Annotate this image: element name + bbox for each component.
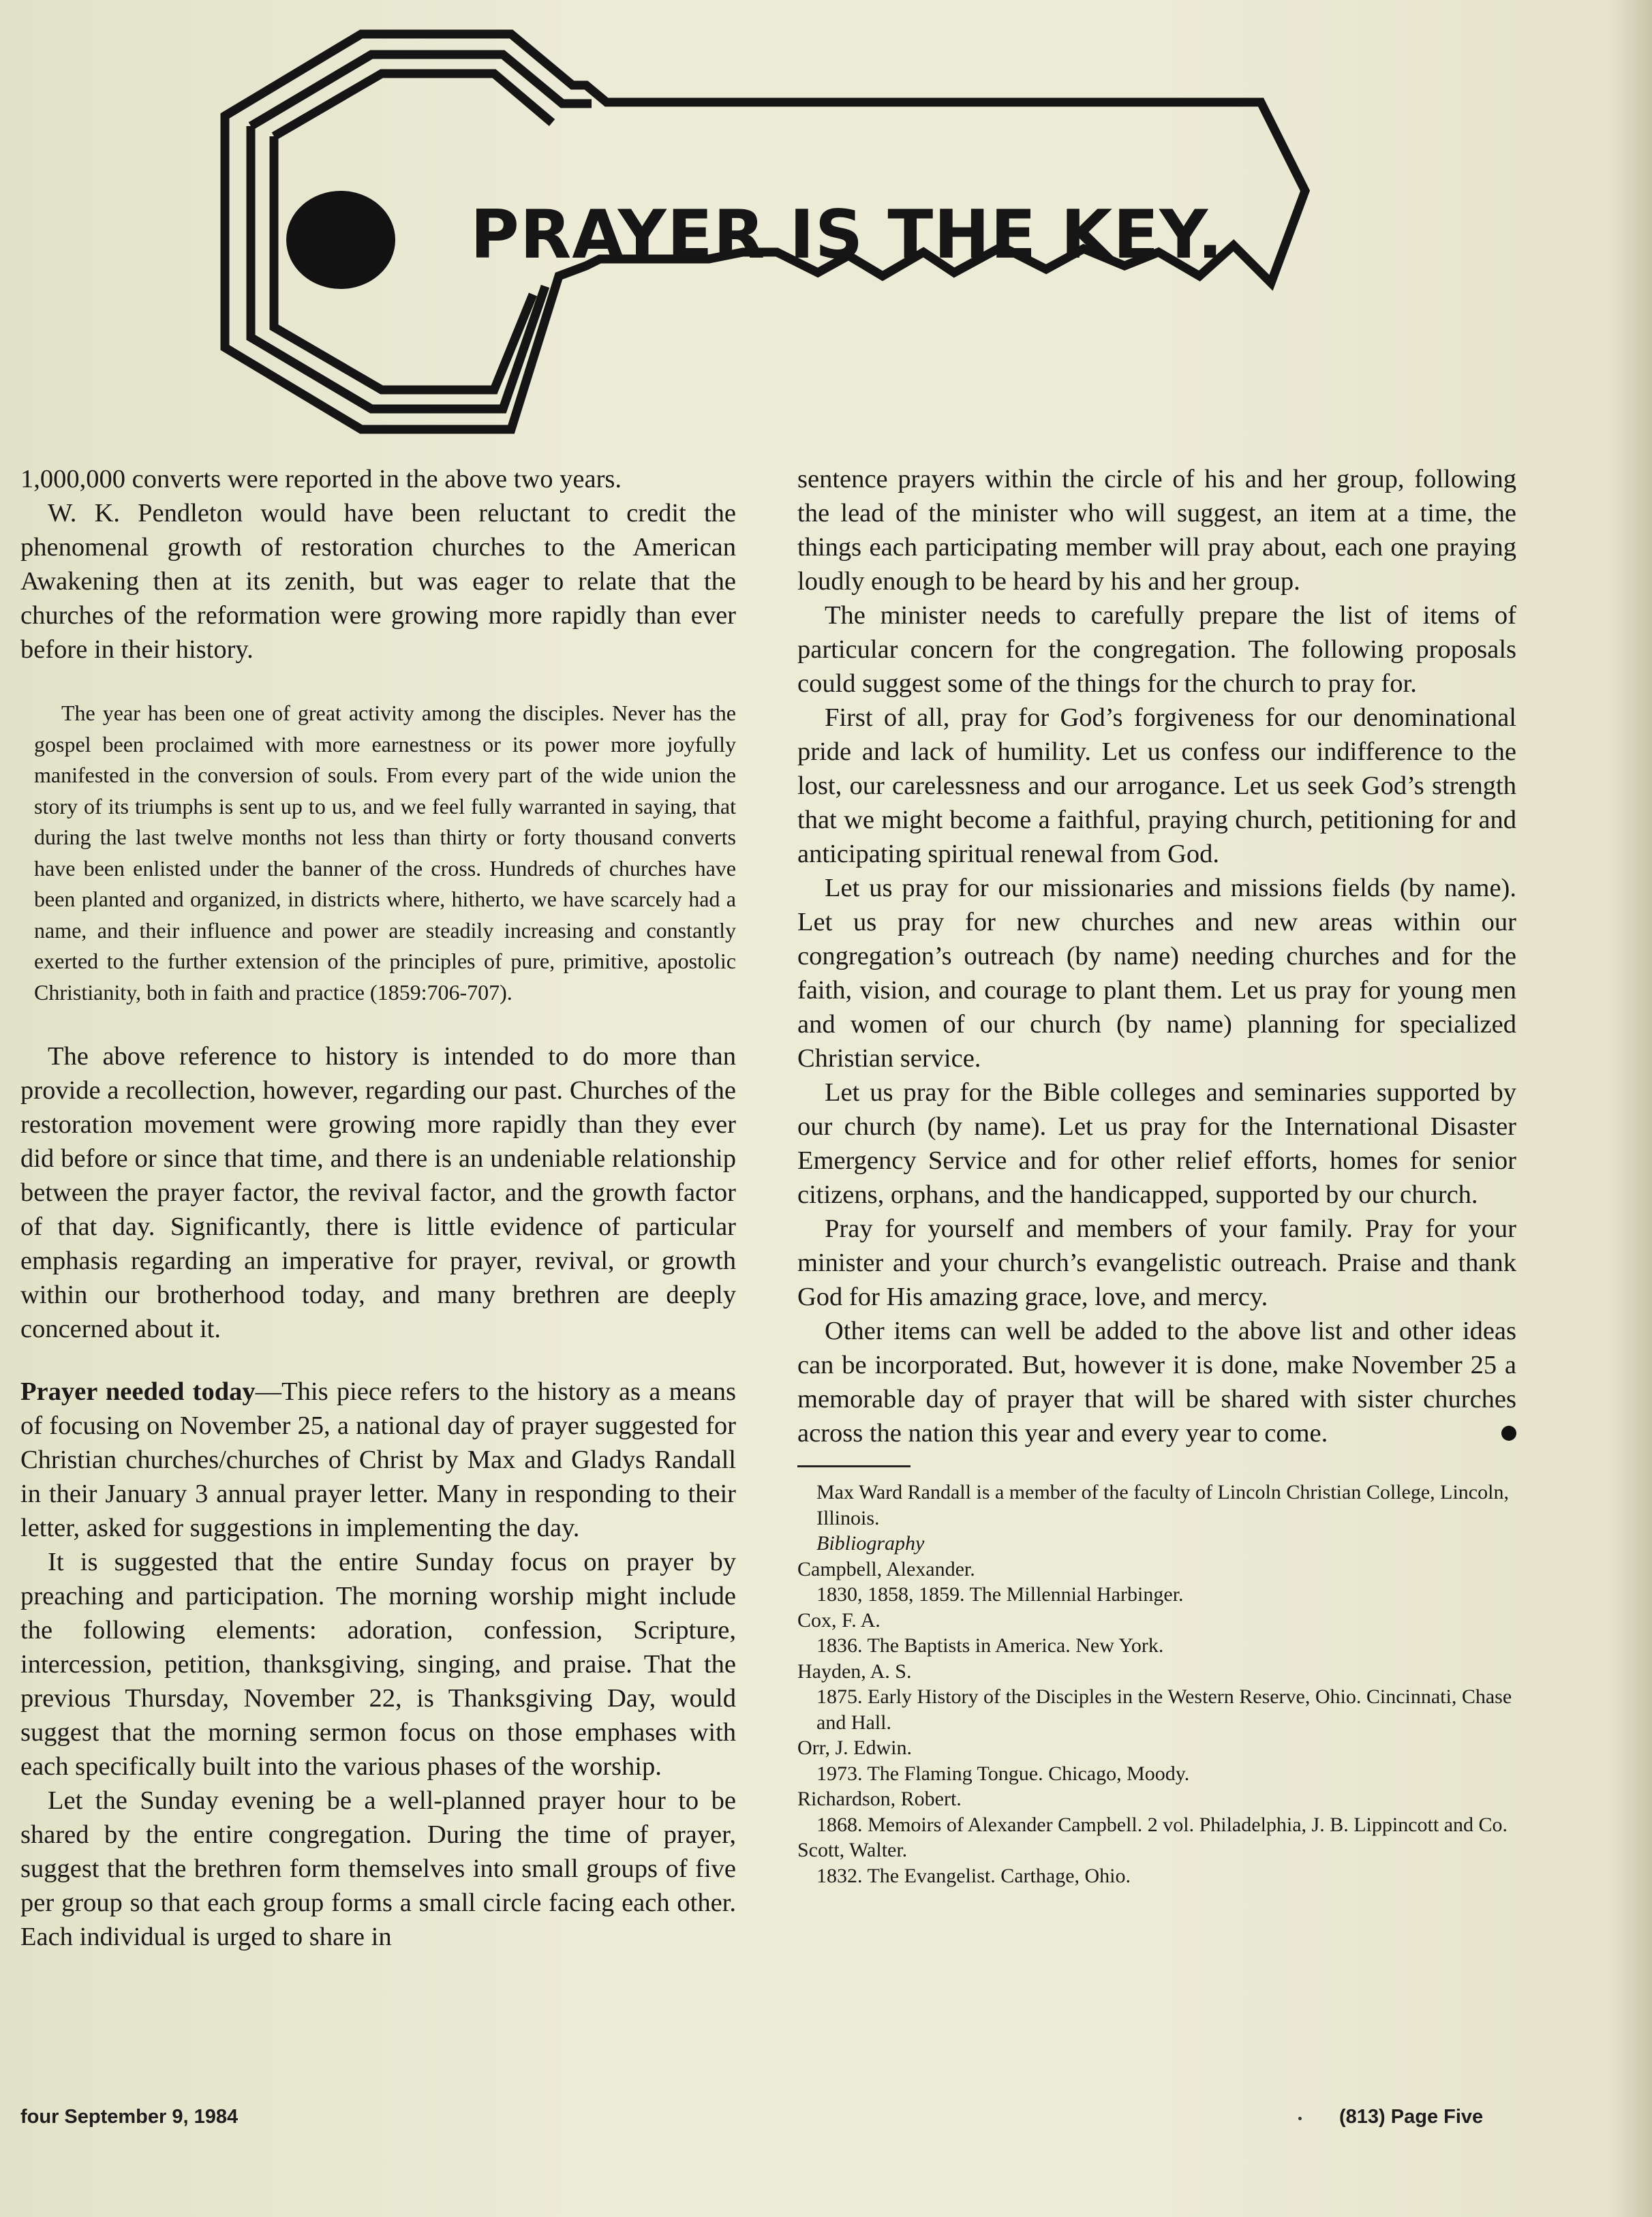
- paragraph: [797, 1314, 1516, 1450]
- paragraph-text: Other items can well be added to the above list and other ideas can be incorporated. But, however it is done, make November 25 a memorable day of prayer that will be shared with sister churches across the nation this year and every year to come.: [797, 1317, 1516, 1448]
- paragraph: [20, 1375, 736, 1545]
- bibliography-heading: Bibliography: [816, 1532, 925, 1555]
- paragraph: The above reference to history is intended to do more than provide a recollection, however, regarding our past. Churches of the restoration movement were growing more rapidly than they ever did before or since that time, and there is an undeniable relationship between the prayer factor, the revival factor, and the growth factor of that day. Significantly, there is little evidence of particular emphasis regarding an imperative for prayer, revival, or growth within our brotherhood today, and many brethren are deeply concerned about it.: [20, 1042, 736, 1343]
- paragraph-text: —This piece refers to the history as a means of focusing on November 25, a national day of prayer suggested for Christian churches/churches of Christ by Max and Gladys Randall in their January 3 annual prayer letter. Many in responding to their letter, asked for suggestions in implementing the day.: [20, 1377, 736, 1542]
- bib-author: Hayden, A. S.: [797, 1660, 912, 1683]
- paragraph: Let the Sunday evening be a well-planned prayer hour to be shared by the entire congregation. During the time of prayer, suggest that the brethren form themselves into small groups of five per group so that each group forms a small circle facing each other. Each individual is urged to share in: [20, 1786, 736, 1951]
- bib-work: 1836. The Baptists in America. New York.: [816, 1634, 1164, 1657]
- paragraph: Let us pray for our missionaries and missions fields (by name). Let us pray for new churches and new areas within our congregation’s outreach (by name) needing churches and for the faith, vision, and courage to plant them. Let us pray for young men and women of our church (by name) planning for specialized Christian service.: [797, 874, 1516, 1073]
- paragraph: W. K. Pendleton would have been reluctant to credit the phenomenal growth of restoration churches to the American Awakening then at its zenith, but was eager to relate that the churches of the reformation were growing more rapidly than ever before in their history.: [20, 499, 736, 664]
- end-mark-icon: [1501, 1426, 1516, 1441]
- bib-author: Scott, Walter.: [797, 1839, 908, 1861]
- bib-author: Campbell, Alexander.: [797, 1557, 975, 1580]
- footer-page-number: (813) Page Five: [1339, 2106, 1484, 2128]
- footer-issue-date: four September 9, 1984: [20, 2106, 239, 2128]
- stray-mark: [1298, 2117, 1302, 2120]
- bib-work: 1875. Early History of the Disciples in the Western Reserve, Ohio. Cincinnati, Chase and Hall.: [816, 1685, 1512, 1734]
- author-bio: Max Ward Randall is a member of the faculty of Lincoln Christian College, Lincoln, Illinois.: [816, 1481, 1509, 1529]
- page-edge-shadow: [1611, 0, 1652, 2217]
- bib-author: Richardson, Robert.: [797, 1788, 962, 1810]
- run-in-heading: Prayer needed today: [20, 1377, 256, 1406]
- bib-author: Cox, F. A.: [797, 1608, 881, 1632]
- bib-work: 1868. Memoirs of Alexander Campbell. 2 vol. Philadelphia, J. B. Lippincott and Co.: [816, 1813, 1508, 1836]
- divider: [797, 1465, 911, 1467]
- bib-author: Orr, J. Edwin.: [797, 1737, 912, 1759]
- paragraph: 1,000,000 converts were reported in the above two years.: [20, 465, 622, 493]
- paragraph: sentence prayers within the circle of his and her group, following the lead of the minister who will suggest, an item at a time, the things each participating member will pray about, each one praying loudly enough to be heard by his and her group.: [797, 465, 1516, 596]
- left-column: [20, 462, 736, 1954]
- paragraph: It is suggested that the entire Sunday focus on prayer by preaching and participation. The morning worship might include the following elements: adoration, confession, Scripture, intercession, petition, thanksgiving, singing, and praise. That the previous Thursday, November 22, is Thanksgiving Day, would suggest that the morning sermon focus on those emphases with each specifically built into the various phases of the worship.: [20, 1548, 736, 1781]
- paragraph: The minister needs to carefully prepare the list of items of particular concern for the congregation. The following proposals could suggest some of the things for the church to pray for.: [797, 601, 1516, 698]
- right-column: [797, 462, 1516, 1889]
- block-quote: The year has been one of great activity among the disciples. Never has the gospel been proclaimed with more earnestness or its power more joyfully manifested in the conversion of souls. From every part of the wide union the story of its triumphs is sent up to us, and we feel fully warranted in saying, that during the last twelve months not less than thirty or forty thousand converts have been enlisted under the banner of the cross. Hundreds of churches have been planted and organized, in districts where, hitherto, we have scarcely had a name, and their influence and power are steadily increasing and constantly exerted to the further extension of the principles of pure, primitive, apostolic Christianity, both in faith and practice (1859:706-707).: [34, 701, 736, 1005]
- paragraph: Pray for yourself and members of your family. Pray for your minister and your church’s evangelistic outreach. Praise and thank God for His amazing grace, love, and mercy.: [797, 1214, 1516, 1311]
- page-title: PRAYER IS THE KEY.: [470, 196, 1224, 274]
- bib-work: 1832. The Evangelist. Carthage, Ohio.: [816, 1864, 1131, 1887]
- paragraph: Let us pray for the Bible colleges and seminaries supported by our church (by name). Let us pray for the International Disaster Emergency Service and for other relief efforts, homes for senior citizens, orphans, and the handicapped, supported by our church.: [797, 1078, 1516, 1209]
- bib-work: 1973. The Flaming Tongue. Chicago, Moody.: [816, 1762, 1190, 1785]
- bib-work: 1830, 1858, 1859. The Millennial Harbinger.: [816, 1583, 1184, 1606]
- paragraph: First of all, pray for God’s forgiveness for our denominational pride and lack of humility. Let us confess our indifference to the lost, our carelessness and our arrogance. Let us seek God’s strength that we might become a faithful, praying church, petitioning for and anticipating spiritual renewal from God.: [797, 703, 1516, 868]
- author-note: [797, 1480, 1516, 1889]
